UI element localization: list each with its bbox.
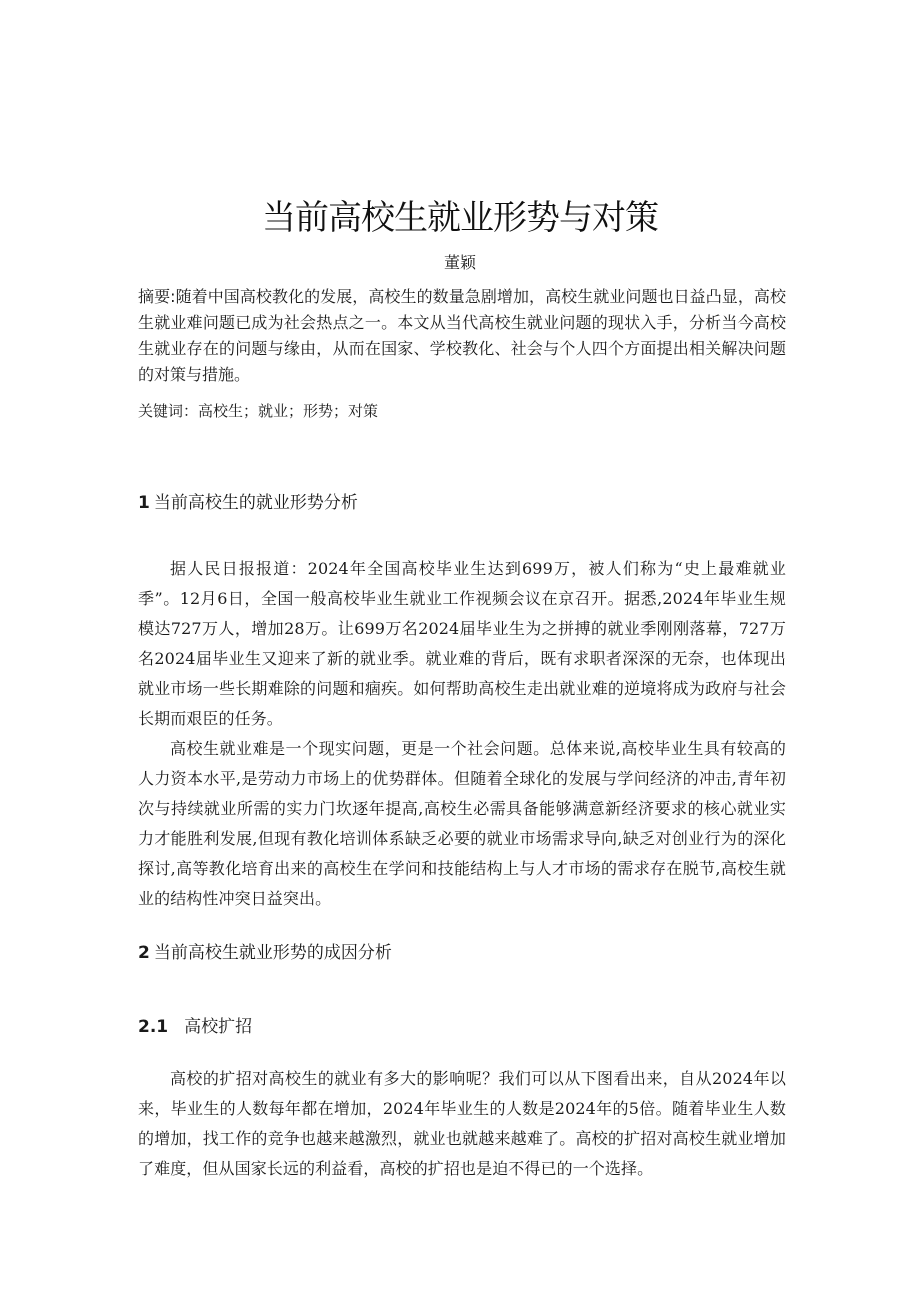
section-2-1-paragraph: 高校的扩招对高校生的就业有多大的影响呢？我们可以从下图看出来，自从2024年以来，毕业生的人数每年都在增加，2024年毕业生的人数是2024年的5倍。随着毕业生人数的增加，找工作的竞争也越来越激烈，就业也就越来越难了。高校的扩招对高校生就业增加了难度，但从国家长远的利益看，高校的扩招也是迫不得已的一个选择。 xyxy=(138,1069,786,1178)
section-1-title: 当前高校生的就业形势分析 xyxy=(153,493,358,513)
section-2-1-heading xyxy=(138,1014,252,1040)
section-1-paragraph-1: 据人民日报报道：2024年全国高校毕业生达到699万，被人们称为“史上最难就业季”。12月6日，全国一般高校毕业生就业工作视频会议在京召开。据悉,2024年毕业生规模达727万人，增加28万。让699万名2024届毕业生为之拼搏的就业季刚刚落幕，727万名2024届毕业生又迎来了新的就业季。就业难的背后，既有求职者深深的无奈，也体现出就业市场一些长期难除的问题和痼疾。如何帮助高校生走出就业难的逆境将成为政府与社会长期而艰臣的任务。 xyxy=(138,559,786,728)
abstract xyxy=(138,284,786,388)
abstract-label: 摘要: xyxy=(138,287,176,306)
section-1-number: 1 xyxy=(138,493,150,513)
author-name: 董颖 xyxy=(443,253,476,272)
keywords: 关键词：高校生；就业；形势；对策 xyxy=(138,402,379,420)
section-2-title: 当前高校生就业形势的成因分析 xyxy=(153,943,392,963)
section-2-1-title: 高校扩招 xyxy=(184,1017,253,1037)
paper-title: 当前高校生就业形势与对策 xyxy=(262,198,658,238)
section-2-1-number: 2.1 xyxy=(138,1017,169,1037)
abstract-text: 随着中国高校教化的发展，高校生的数量急剧增加，高校生就业问题也日益凸显，高校生就业难问题已成为社会热点之一。本文从当代高校生就业问题的现状入手，分析当今高校生就业存在的问题与缘由，从而在国家、学校教化、社会与个人四个方面提出相关解决问题的对策与措施。 xyxy=(138,287,786,384)
section-2-number: 2 xyxy=(138,943,150,963)
section-1-heading xyxy=(138,490,358,516)
section-1-paragraph-2: 高校生就业难是一个现实问题，更是一个社会问题。总体来说,高校毕业生具有较高的人力资本水平,是劳动力市场上的优势群体。但随着全球化的发展与学问经济的冲击,青年初次与持续就业所需的实力门坎逐年提高,高校生必需具备能够满意新经济要求的核心就业实力才能胜利发展,但现有教化培训体系缺乏必要的就业市场需求导向,缺乏对创业行为的深化探讨,高等教化培育出来的高校生在学问和技能结构上与人才市场的需求存在脱节,高校生就业的结构性冲突日益突出。 xyxy=(138,739,786,908)
section-2-heading xyxy=(138,940,392,966)
